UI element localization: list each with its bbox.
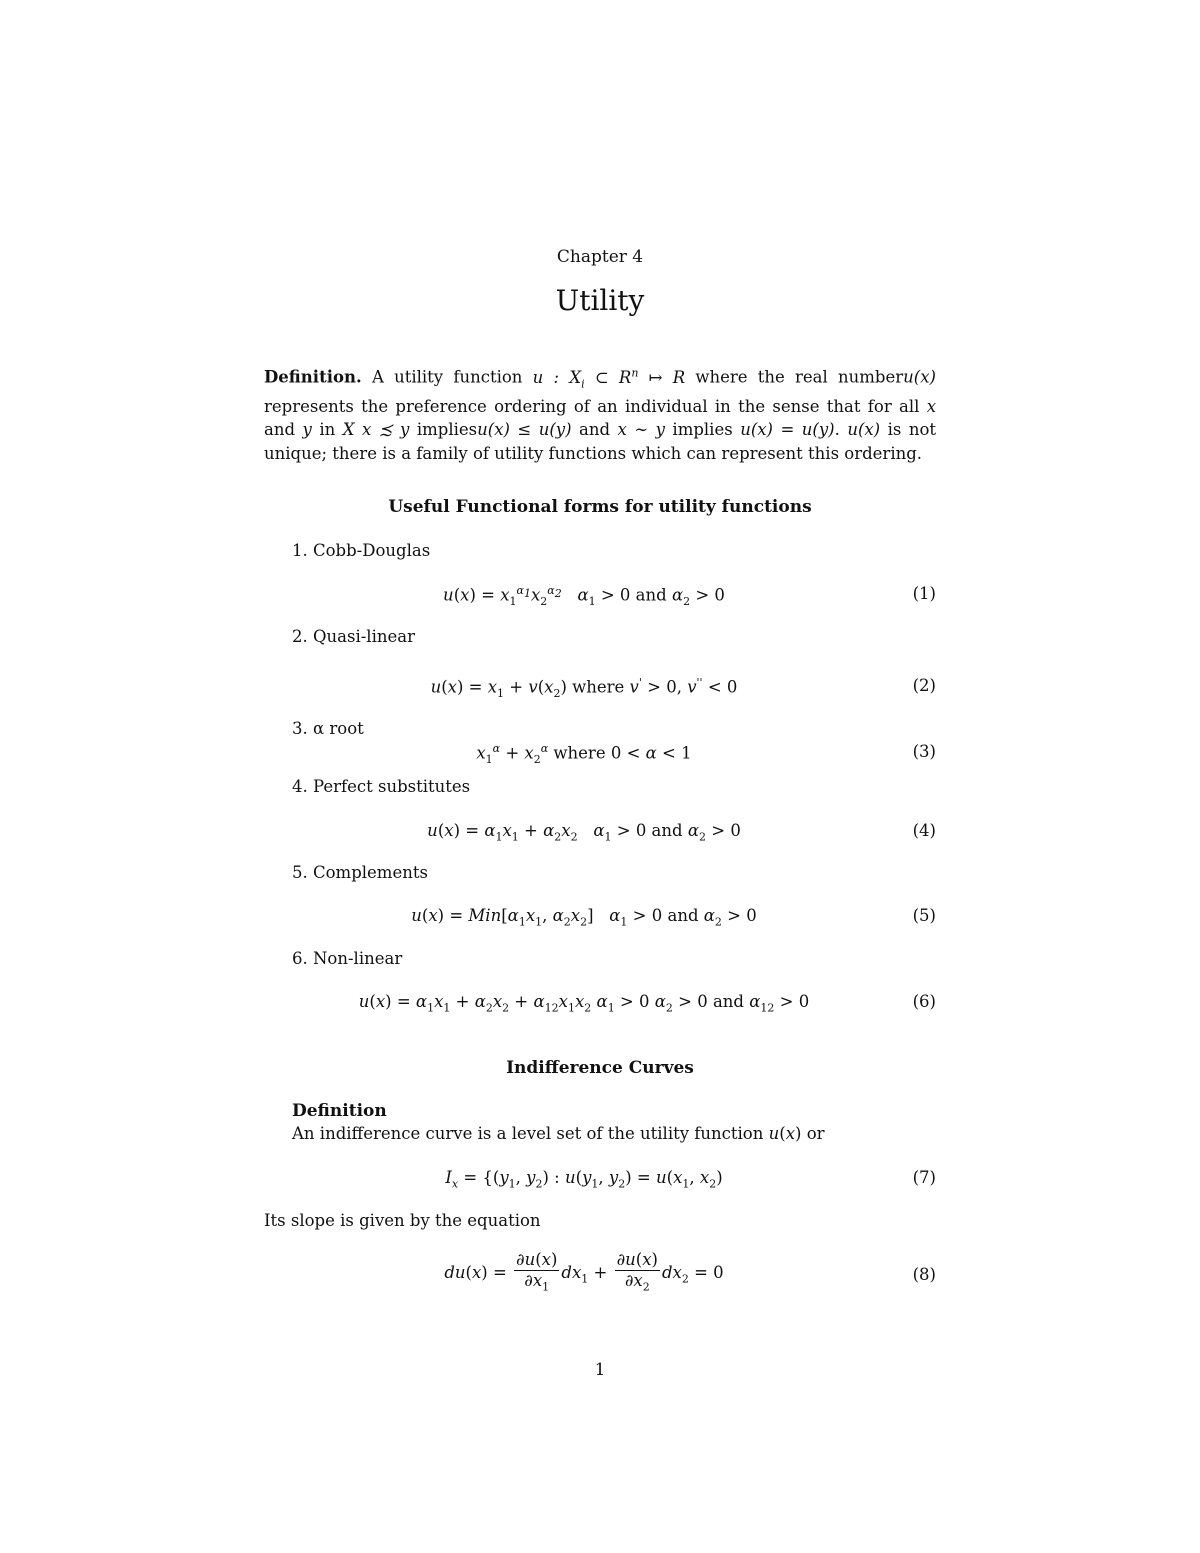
definition-2-label: Definition: [292, 1101, 387, 1121]
equation-2: $u(x) = x_1 + v(x_2)$ where v' > 0, v'' < 0: [430, 676, 738, 700]
equation-8: du(x) = $\frac{\partial u(x)}{\partial x_1}$ $dx_1$ + $\frac{\partial u(x)}{\partial x_2}$ $dx_2 = 0$: [444, 1250, 724, 1294]
equation-number-8: (8): [912, 1265, 936, 1284]
equation-1: $u(x) = x_1^{\alpha_1}x_2^{\alpha_2}$ $\alpha_1 > 0$ and $\alpha_2 > 0$: [443, 584, 725, 608]
equation-number-5: (5): [912, 906, 936, 925]
def-text2: represents the preference ordering of an individual in the sense that for all: [264, 397, 920, 417]
form-label-6: 6. Non-linear: [292, 949, 403, 968]
equation-5: $u(x) = Min[\alpha_1x_1$, $\alpha_2x_2$] $\alpha_1 > 0$ and $\alpha_2 > 0$: [411, 906, 757, 929]
def-text6: is not unique; there is a family of utility functions which can represent this ordering.: [264, 420, 937, 463]
map-expr: u : X: [532, 367, 582, 387]
definition-2-text: An indifference curve is a level set of the utility function u(x) or: [292, 1124, 825, 1143]
map-sub: i: [581, 376, 585, 390]
slope-text: Its slope is given by the equation: [264, 1211, 541, 1230]
def-y: y: [302, 420, 312, 440]
section-heading-functional-forms: Useful Functional forms for utility functions: [388, 497, 812, 517]
equation-4: $u(x) = \alpha_1x_1 + \alpha_2x_2$ $\alpha_1 > 0$ and $\alpha_2 > 0$: [427, 821, 741, 844]
equation-number-4: (4): [912, 821, 936, 840]
section-heading-indifference-curves: Indifference Curves: [506, 1058, 694, 1078]
def-ux2: u(x): [847, 420, 881, 440]
def-text5: implies: [416, 420, 478, 440]
def-ineq: u(x) ≤ u(y): [477, 420, 572, 440]
form-label-1: 1. Cobb-Douglas: [292, 541, 431, 560]
def-x: x: [926, 397, 936, 417]
utility-map: [532, 366, 686, 390]
map-sup: n: [631, 366, 639, 379]
def2-text: An indifference curve is a level set of the utility function: [292, 1124, 764, 1143]
equation-7: $I_x = \{(y_1$, $y_2$) : $u(y_1$, $y_2) = u(x_1$, $x_2$): [445, 1168, 723, 1191]
form-label-3: 3. α root: [292, 719, 364, 738]
equation-number-6: (6): [912, 992, 936, 1011]
def-and: and: [579, 420, 611, 440]
def-text4: in: [319, 420, 336, 440]
def-ux: u(x): [903, 367, 936, 387]
form-label-4: 4. Perfect substitutes: [292, 777, 471, 796]
page-title: Utility: [555, 284, 645, 317]
map-end: ↦ R: [638, 367, 686, 387]
definition-paragraph: Definition. A utility function u : $X_i$ ⊂ $R^n$ ↦ R where the real numberu(x) represents the preference ordering of an individual in the sense that for all x and y in X x ≾ y impliesu(x) ≤ u(y) and x ∼ y implies u(x) = u(y). u(x) is not unique; there is a family of utility functions which can represent this ordering.: [264, 366, 937, 463]
chapter-label: Chapter 4: [556, 247, 644, 267]
def-indiff: x ∼ y: [617, 420, 665, 440]
map-rest: ⊂ R: [584, 367, 632, 387]
equation-number-7: (7): [912, 1168, 936, 1187]
def-eq: u(x) = u(y): [740, 420, 835, 440]
def-weak-pref: x ≾ y: [361, 420, 410, 440]
def2-or: or: [806, 1124, 825, 1143]
def-implies: implies: [672, 420, 733, 440]
equation-number-1: (1): [912, 584, 936, 603]
def-text1: where the real number: [685, 367, 904, 387]
equation-6: $u(x) = \alpha_1x_1 + \alpha_2x_2 + \alpha_{12}x_1x_2$ $\alpha_1 > 0$ $\alpha_2 > 0$ and $\alpha_{12} > 0$: [358, 992, 810, 1015]
definition-label: Definition.: [264, 367, 362, 387]
def-text3: and: [264, 420, 296, 440]
definition-intro: A utility function: [371, 367, 523, 387]
form-label-2: 2. Quasi-linear: [292, 627, 415, 646]
equation-3: $x_1^\alpha + x_2^\alpha$ where 0 < α < 1: [476, 742, 692, 766]
equation-number-2: (2): [912, 676, 936, 695]
def-X: X: [342, 420, 355, 440]
page-number: 1: [594, 1360, 606, 1380]
equation-number-3: (3): [912, 742, 936, 761]
form-label-5: 5. Complements: [292, 863, 428, 882]
